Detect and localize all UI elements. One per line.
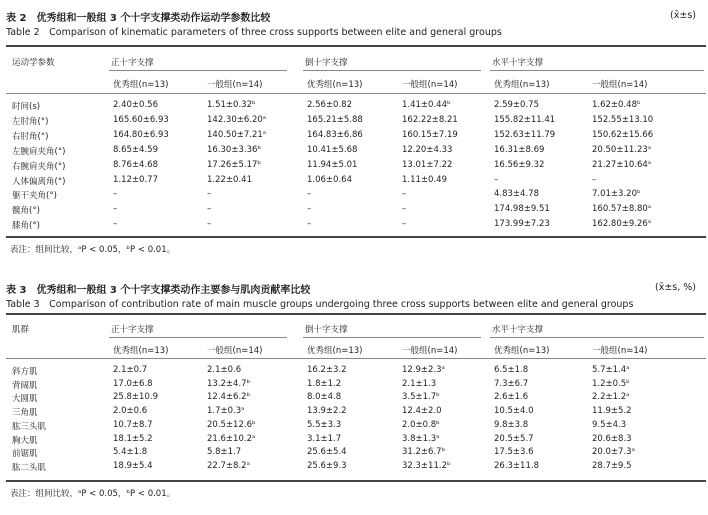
group-header: 倒十字支撑 <box>305 58 348 68</box>
table-cell: 8.65±4.59 <box>113 144 158 155</box>
table-cell: 7.01±3.20ᵇ <box>592 189 641 200</box>
row-label: 时间(s) <box>12 102 41 112</box>
table-cell: 1.62±0.48ᵇ <box>592 100 641 110</box>
table-cell: 152.63±11.79 <box>494 129 556 140</box>
table-row <box>0 219 708 232</box>
table-row <box>0 189 708 202</box>
row-header: 肌群 <box>12 325 30 335</box>
table-row <box>0 204 708 217</box>
table-row <box>0 406 708 419</box>
header-rule <box>6 358 706 359</box>
table-cell: 13.01±7.22 <box>402 159 453 170</box>
table-row <box>0 379 708 392</box>
table-cell: – <box>113 189 118 200</box>
table-cell: 140.50±7.21ᵃ <box>207 129 267 140</box>
column-subheader: 一般组(n=14) <box>207 346 263 356</box>
table-2-title-en: Table 2 Comparison of kinematic parameters of three cross supports between elite and general groups <box>6 27 502 38</box>
table-cell: 2.0±0.8ᵇ <box>402 419 440 430</box>
group-header: 倒十字支撑 <box>305 325 348 335</box>
table-cell: 13.2±4.7ᵇ <box>207 378 251 389</box>
group-underline <box>490 70 704 71</box>
group-header: 水平十字支撑 <box>492 58 544 68</box>
table-row <box>0 365 708 378</box>
table-cell: 2.59±0.75 <box>494 100 539 110</box>
row-label: 胸大肌 <box>12 435 38 446</box>
table-cell: 2.6±1.6 <box>494 392 529 403</box>
table-cell: – <box>207 219 212 230</box>
table-cell: 7.3±6.7 <box>494 378 529 389</box>
table-cell: 8.0±4.8 <box>307 392 342 403</box>
table-cell: 5.8±1.7 <box>207 447 242 458</box>
table-cell: 12.9±2.3ᵃ <box>402 365 445 375</box>
row-label: 背阔肌 <box>12 380 38 391</box>
table-row <box>0 420 708 433</box>
table-cell: 1.22±0.41 <box>207 174 252 185</box>
table-cell: 25.6±5.4 <box>307 447 347 458</box>
table-cell: 1.11±0.49 <box>402 174 447 185</box>
table-3-title-cn: 表 3 优秀组和一般组 3 个十字支撑类动作主要参与肌肉贡献率比较 <box>6 285 311 296</box>
row-header: 运动学参数 <box>12 58 55 68</box>
table-cell: 150.62±15.66 <box>592 129 654 140</box>
table-row <box>0 175 708 188</box>
table-cell: 2.2±1.2ᵃ <box>592 392 630 403</box>
column-subheader: 一般组(n=14) <box>207 80 263 90</box>
table-cell: 160.15±7.19 <box>402 129 458 140</box>
table-cell: – <box>307 219 312 230</box>
row-label: 左腕肩夹角(°) <box>12 146 66 157</box>
table-cell: – <box>592 174 597 185</box>
table-cell: 1.12±0.77 <box>113 174 158 185</box>
table-cell: 162.80±9.26ᵃ <box>592 219 652 230</box>
table-cell: 16.31±8.69 <box>494 144 545 155</box>
table-cell: 12.4±6.2ᵇ <box>207 392 251 403</box>
table-cell: 17.26±5.17ᵇ <box>207 159 262 170</box>
table-2-note: 表注：组间比较，ᵃP < 0.05，ᵇP < 0.01。 <box>10 245 176 255</box>
table-cell: 10.7±8.7 <box>113 419 153 430</box>
table-cell: 2.40±0.56 <box>113 100 158 110</box>
table-cell: 164.83±6.86 <box>307 129 363 140</box>
group-underline <box>109 70 287 71</box>
row-label: 三角肌 <box>12 408 38 419</box>
table-cell: 18.9±5.4 <box>113 460 153 471</box>
table-cell: 1.06±0.64 <box>307 174 352 185</box>
table-cell: 5.4±1.8 <box>113 447 148 458</box>
table-cell: – <box>113 204 118 215</box>
column-subheader: 优秀组(n=13) <box>494 80 550 90</box>
table-3-unit: (x̄±s, %) <box>654 282 696 293</box>
table-cell: 1.2±0.5ᵇ <box>592 378 630 389</box>
header-rule <box>6 93 706 94</box>
table-cell: 28.7±9.5 <box>592 460 632 471</box>
table-cell: 160.57±8.80ᵃ <box>592 204 652 215</box>
table-cell: 25.6±9.3 <box>307 460 347 471</box>
table-cell: – <box>402 204 407 215</box>
bottom-rule <box>6 480 706 482</box>
table-cell: 3.1±1.7 <box>307 433 342 444</box>
column-subheader: 优秀组(n=13) <box>494 346 550 356</box>
table-cell: 1.7±0.3ᵃ <box>207 406 245 417</box>
column-subheader: 一般组(n=14) <box>402 80 458 90</box>
top-rule <box>6 45 706 47</box>
table-cell: 12.20±4.33 <box>402 144 453 155</box>
table-cell: 9.8±3.8 <box>494 419 529 430</box>
table-cell: 31.2±6.7ᵇ <box>402 447 446 458</box>
row-label: 左肘角(°) <box>12 116 49 127</box>
table-row <box>0 461 708 474</box>
table-cell: 165.60±6.93 <box>113 114 169 125</box>
table-cell: 1.41±0.44ᵇ <box>402 100 451 110</box>
table-cell: 162.22±8.21 <box>402 114 458 125</box>
column-subheader: 一般组(n=14) <box>402 346 458 356</box>
table-cell: 173.99±7.23 <box>494 219 550 230</box>
table-cell: 152.55±13.10 <box>592 114 654 125</box>
table-cell: 1.8±1.2 <box>307 378 342 389</box>
table-cell: – <box>307 204 312 215</box>
table-cell: 16.2±3.2 <box>307 365 347 375</box>
table-cell: 17.5±3.6 <box>494 447 534 458</box>
table-cell: 10.5±4.0 <box>494 406 534 417</box>
table-cell: – <box>494 174 499 185</box>
column-subheader: 一般组(n=14) <box>592 346 648 356</box>
table-cell: 164.80±6.93 <box>113 129 169 140</box>
table-cell: 16.30±3.36ᵇ <box>207 144 262 155</box>
table-cell: 2.1±1.3 <box>402 378 437 389</box>
table-cell: 9.5±4.3 <box>592 419 627 430</box>
column-subheader: 优秀组(n=13) <box>307 346 363 356</box>
table-row <box>0 434 708 447</box>
column-subheader: 优秀组(n=13) <box>113 346 169 356</box>
table-cell: 8.76±4.68 <box>113 159 158 170</box>
row-label: 躯干夹角(°) <box>12 191 57 202</box>
table-cell: 2.56±0.82 <box>307 100 352 110</box>
table-row <box>0 115 708 128</box>
table-cell: 20.50±11.23ᵃ <box>592 144 652 155</box>
table-cell: 2.1±0.6 <box>207 365 242 375</box>
table-cell: 20.5±5.7 <box>494 433 534 444</box>
table-cell: 11.9±5.2 <box>592 406 632 417</box>
table-cell: 32.3±11.2ᵇ <box>402 460 451 471</box>
table-row <box>0 100 708 113</box>
table-cell: 16.56±9.32 <box>494 159 545 170</box>
table-cell: 20.5±12.6ᵇ <box>207 419 256 430</box>
table-cell: 25.8±10.9 <box>113 392 158 403</box>
table-cell: 13.9±2.2 <box>307 406 347 417</box>
table-cell: 21.27±10.64ᵃ <box>592 159 652 170</box>
table-cell: – <box>402 189 407 200</box>
table-cell: 10.41±5.68 <box>307 144 358 155</box>
table-cell: 6.5±1.8 <box>494 365 529 375</box>
table-cell: 3.8±1.3ᵃ <box>402 433 440 444</box>
column-subheader: 优秀组(n=13) <box>113 80 169 90</box>
table-cell: 22.7±8.2ᵃ <box>207 460 250 471</box>
row-label: 右肘角(°) <box>12 131 49 142</box>
table-row <box>0 447 708 460</box>
table-cell: 142.30±6.20ᵃ <box>207 114 267 125</box>
table-cell: – <box>207 204 212 215</box>
table-cell: 5.7±1.4ᵃ <box>592 365 630 375</box>
table-cell: 20.6±8.3 <box>592 433 632 444</box>
row-label: 肱二头肌 <box>12 462 47 473</box>
table-cell: 155.82±11.41 <box>494 114 556 125</box>
bottom-rule <box>6 236 706 238</box>
row-label: 髋角(°) <box>12 206 40 217</box>
row-label: 右腕肩夹角(°) <box>12 161 66 172</box>
column-subheader: 优秀组(n=13) <box>307 80 363 90</box>
row-label: 肱三头肌 <box>12 421 47 432</box>
table-2-title-cn: 表 2 优秀组和一般组 3 个十字支撑类动作运动学参数比较 <box>6 13 271 24</box>
table-cell: 174.98±9.51 <box>494 204 550 215</box>
group-underline <box>109 337 287 338</box>
row-label: 大圆肌 <box>12 394 38 405</box>
group-underline <box>303 70 481 71</box>
table-cell: – <box>207 189 212 200</box>
table-2-unit: (x̄±s) <box>670 10 696 21</box>
table-row <box>0 160 708 173</box>
table-cell: 5.5±3.3 <box>307 419 342 430</box>
group-underline <box>303 337 481 338</box>
group-header: 正十字支撑 <box>111 325 154 335</box>
table-cell: – <box>113 219 118 230</box>
table-cell: – <box>307 189 312 200</box>
table-cell: 12.4±2.0 <box>402 406 442 417</box>
row-label: 前锯肌 <box>12 449 38 460</box>
table-row <box>0 145 708 158</box>
table-3-title-en: Table 3 Comparison of contribution rate of main muscle groups undergoing three cross supports between elite and general groups <box>6 299 634 310</box>
group-header: 水平十字支撑 <box>492 325 544 335</box>
table-cell: 17.0±6.8 <box>113 378 153 389</box>
table-cell: 11.94±5.01 <box>307 159 358 170</box>
table-cell: – <box>402 219 407 230</box>
table-cell: 4.83±4.78 <box>494 189 539 200</box>
column-subheader: 一般组(n=14) <box>592 80 648 90</box>
group-underline <box>490 337 704 338</box>
table-cell: 165.21±5.88 <box>307 114 363 125</box>
row-label: 人体偏离角(°) <box>12 176 66 187</box>
row-label: 斜方肌 <box>12 367 38 377</box>
top-rule <box>6 313 706 315</box>
table-row <box>0 130 708 143</box>
table-cell: 2.0±0.6 <box>113 406 148 417</box>
row-label: 膝角(°) <box>12 221 40 232</box>
table-cell: 2.1±0.7 <box>113 365 148 375</box>
table-cell: 1.51±0.32ᵇ <box>207 100 256 110</box>
table-3-note: 表注：组间比较，ᵃP < 0.05，ᵇP < 0.01。 <box>10 489 176 499</box>
table-cell: 20.0±7.3ᵃ <box>592 447 635 458</box>
table-cell: 26.3±11.8 <box>494 460 539 471</box>
group-header: 正十字支撑 <box>111 58 154 68</box>
table-cell: 3.5±1.7ᵇ <box>402 392 440 403</box>
table-cell: 21.6±10.2ᵃ <box>207 433 256 444</box>
table-cell: 18.1±5.2 <box>113 433 153 444</box>
table-row <box>0 392 708 405</box>
